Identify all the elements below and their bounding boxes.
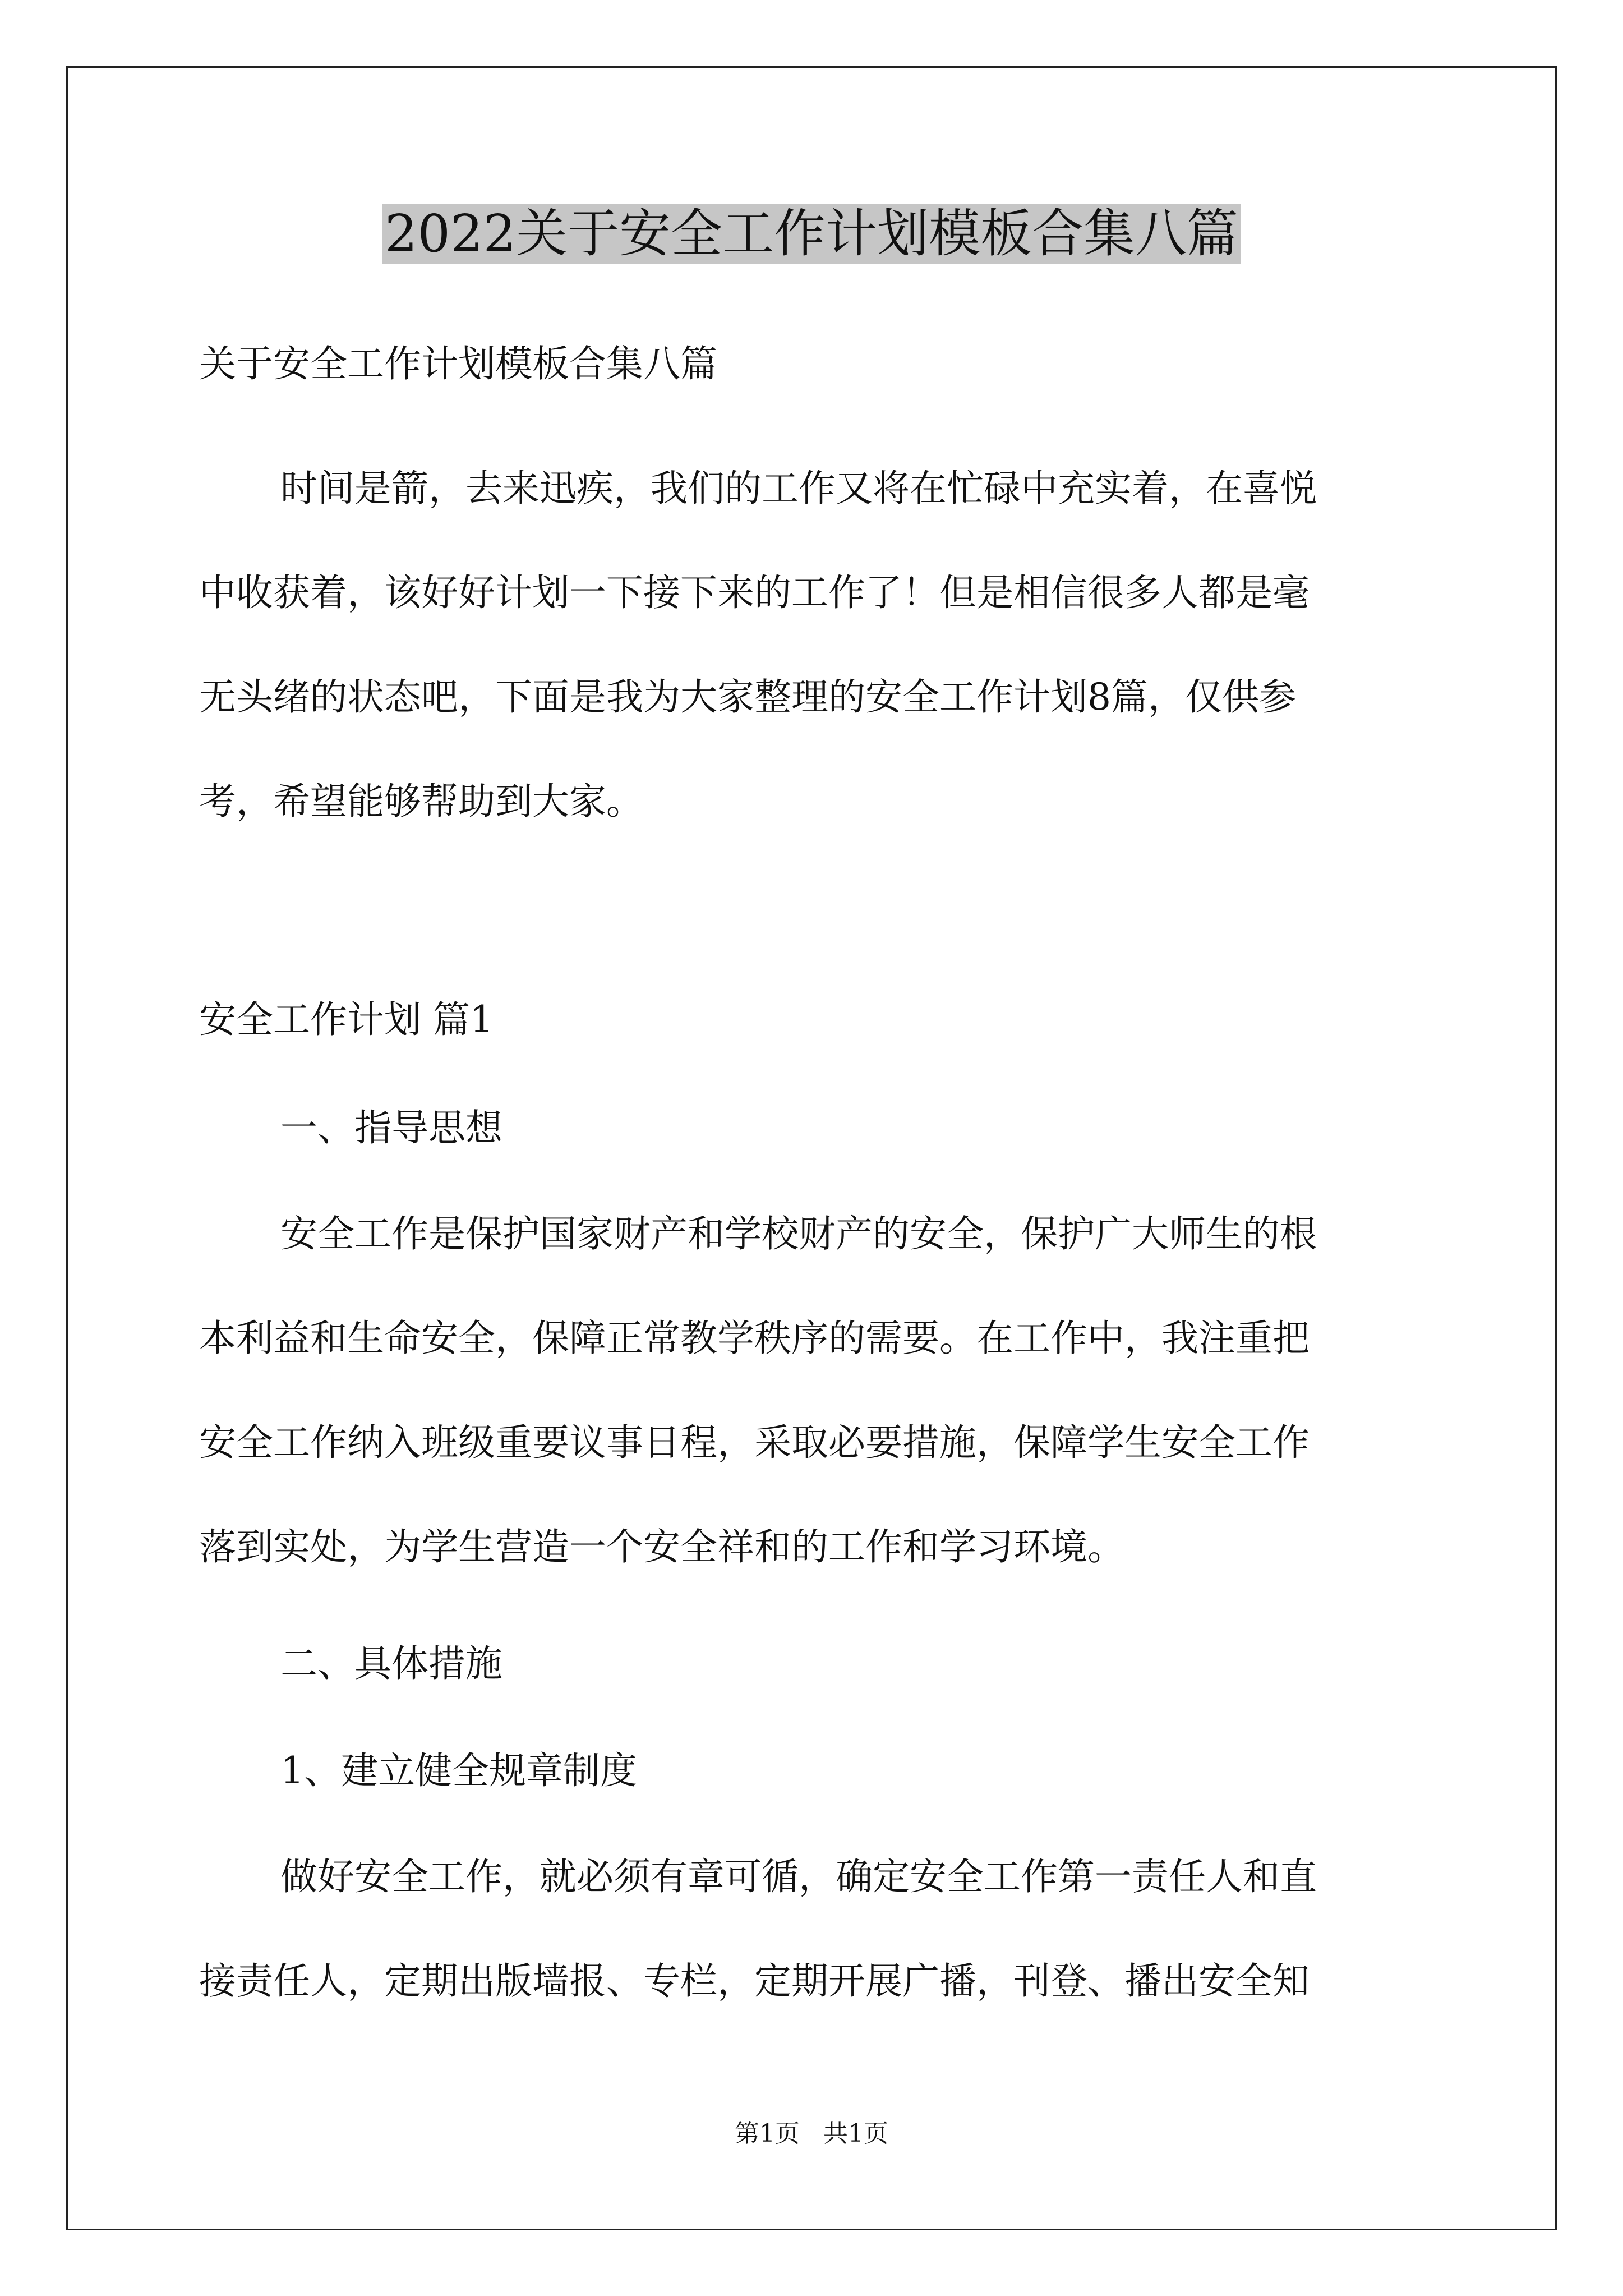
intro-paragraph-line-3: 无头绪的状态吧，下面是我为大家整理的安全工作计划8篇，仅供参: [199, 675, 1296, 719]
paragraph-1-line-3: 安全工作纳入班级重要议事日程，采取必要措施，保障学生安全工作: [199, 1421, 1310, 1464]
heading-specific-measures: 二、具体措施: [280, 1642, 502, 1685]
subheading-rules-system: 1、建立健全规章制度: [280, 1749, 637, 1792]
document-title: [0, 197, 1623, 270]
page-number-footer: 第1页 共1页: [735, 2119, 888, 2148]
paragraph-1-line-4: 落到实处，为学生营造一个安全祥和的工作和学习环境。: [199, 1525, 1124, 1568]
paragraph-2-line-1: 做好安全工作，就必须有章可循，确定安全工作第一责任人和直: [280, 1855, 1317, 1898]
intro-paragraph-line-1: 时间是箭，去来迅疾，我们的工作又将在忙碌中充实着，在喜悦: [280, 467, 1317, 510]
intro-paragraph-line-4: 考，希望能够帮助到大家。: [199, 780, 643, 823]
paragraph-1-line-2: 本利益和生命安全，保障正常教学秩序的需要。在工作中，我注重把: [199, 1317, 1310, 1360]
paragraph-2-line-2: 接责任人，定期出版墙报、专栏，定期开展广播，刊登、播出安全知: [199, 1959, 1310, 2003]
section-heading-plan-1: 安全工作计划 篇1: [199, 998, 494, 1041]
intro-paragraph-line-2: 中收获着，该好好计划一下接下来的工作了！但是相信很多人都是毫: [199, 571, 1310, 614]
paragraph-1-line-1: 安全工作是保护国家财产和学校财产的安全，保护广大师生的根: [280, 1212, 1317, 1255]
document-title-text: 2022关于安全工作计划模板合集八篇: [382, 204, 1241, 264]
heading-guiding-ideology: 一、指导思想: [280, 1106, 502, 1149]
subtitle-line: 关于安全工作计划模板合集八篇: [199, 342, 717, 385]
